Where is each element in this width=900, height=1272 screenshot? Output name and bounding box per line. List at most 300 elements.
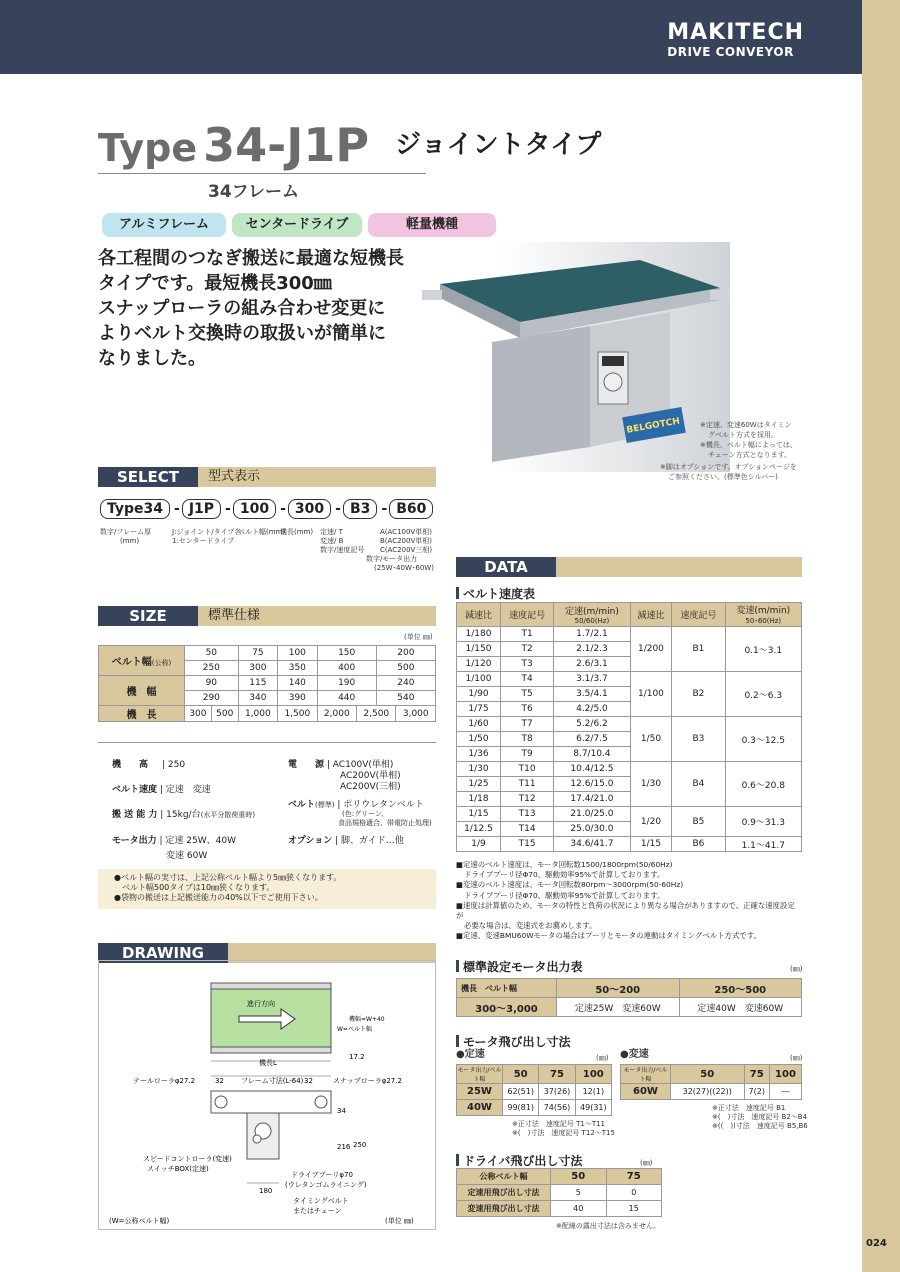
- spec-value: 食品規格適合、帯電防止処理): [338, 819, 432, 827]
- cell: 21.0/25.0: [554, 807, 630, 822]
- cell: 1/18: [457, 792, 501, 807]
- table-header-row: [457, 603, 802, 627]
- note-line: ■定速のベルト速度は、モータ回転数1500/1800rpm(50/60Hz): [456, 860, 673, 869]
- cell: 4.2/5.0: [554, 702, 630, 717]
- table-row: [457, 762, 802, 777]
- var-cell: B5: [672, 807, 725, 837]
- cell: 1/120: [457, 657, 501, 672]
- speed-table: [456, 602, 802, 852]
- cell: 1/60: [457, 717, 501, 732]
- spec-sub: (標準): [315, 801, 335, 809]
- header-text: 変速(m/min): [736, 606, 791, 616]
- cell: 15: [606, 1201, 662, 1217]
- brand-logo: [667, 22, 804, 60]
- pulley-table: [456, 1168, 662, 1217]
- cell: 2,500: [357, 706, 396, 722]
- header-cell: 100: [575, 1065, 611, 1084]
- cell: 12(1): [575, 1084, 611, 1100]
- lead-line: 各工程間のつなぎ搬送に最適な短機長: [98, 248, 404, 269]
- cell: 10.4/12.5: [554, 762, 630, 777]
- drive-pulley-label: ドライブプーリφ70: [291, 1171, 353, 1179]
- cell: 定速25W 変速60W: [557, 998, 680, 1017]
- fixed-label: ●定速: [456, 1049, 485, 1060]
- cell: 500: [376, 661, 435, 676]
- spec-label: モータ出力: [112, 836, 157, 846]
- tag-aluminum-frame: アルミフレーム: [102, 213, 226, 237]
- table-row: [457, 1201, 662, 1217]
- fixed-note: ※( )寸法 速度記号 T12～T15: [512, 1129, 615, 1137]
- spec-value: ポリウレタンベルト: [343, 800, 424, 810]
- photo-notes: [700, 420, 810, 460]
- cell: 300: [185, 706, 212, 722]
- select-header: [98, 467, 436, 487]
- var-label: ●変速: [620, 1049, 649, 1060]
- desc-line: 定速/ T: [320, 528, 343, 536]
- spec-value: AC200V(単相): [340, 771, 401, 781]
- code-motor: B60: [389, 499, 433, 519]
- desc-line: C(AC200V三相): [380, 546, 433, 554]
- corner-cell: [457, 979, 557, 998]
- speed-table-title: ベルト速度表: [456, 585, 535, 602]
- table-row: [457, 1100, 612, 1116]
- code-type: J1P: [182, 499, 221, 519]
- cell: 1/100: [457, 672, 501, 687]
- cell: T3: [500, 657, 553, 672]
- code-length: 300: [288, 499, 331, 519]
- cell: 1/30: [457, 762, 501, 777]
- cell: 74(56): [539, 1100, 575, 1116]
- drive-pulley-sub: (ウレタンゴムライニング): [285, 1181, 367, 1189]
- header-cell: 50: [671, 1065, 745, 1084]
- cell: 1/36: [457, 747, 501, 762]
- desc-line: B(AC200V単相): [380, 537, 432, 545]
- header-cell: 公称ベルト幅: [457, 1169, 551, 1185]
- table-row: [99, 646, 436, 661]
- cell: 1/25: [457, 777, 501, 792]
- spec-label: ベルト: [288, 800, 316, 810]
- drawing-label: DRAWING: [98, 943, 228, 963]
- row-label: 300～3,000: [457, 998, 557, 1017]
- cell: 2,000: [317, 706, 356, 722]
- spec-height: 機 高 | 250: [112, 760, 186, 770]
- spec-option: オプション | 脚、ガイド…他: [288, 836, 404, 846]
- motor-table-title: 標準設定モータ出力表: [456, 958, 583, 975]
- cell: T2: [500, 642, 553, 657]
- note-line: ●ベルト幅の実寸は、上記公称ベルト幅より5㎜狭くなります。: [114, 873, 342, 882]
- header-cell: 75: [539, 1065, 575, 1084]
- cell: 190: [317, 676, 376, 691]
- code-frame: Type34: [100, 499, 170, 519]
- length-label: 機 長: [99, 706, 185, 722]
- dim-32: 32: [215, 1077, 224, 1085]
- code-desc-frame: [100, 528, 151, 546]
- table-row: [457, 627, 802, 642]
- cell: 49(31): [575, 1100, 611, 1116]
- var-cell: 0.9～31.3: [725, 807, 801, 837]
- header-cell: 75: [744, 1065, 769, 1084]
- label: ベルト幅: [111, 657, 152, 668]
- cell: 7(2): [744, 1084, 769, 1100]
- cell: 240: [376, 676, 435, 691]
- spec-value: AC100V(単相): [332, 760, 394, 770]
- desc-line: 数字/モータ出力: [366, 555, 418, 563]
- fixed-unit: (㎜): [596, 1054, 609, 1062]
- switch-box-label: スイッチBOX(定速): [147, 1165, 209, 1173]
- var-cell: B2: [672, 672, 725, 717]
- var-cell: 1/50: [630, 717, 672, 762]
- spec-value: (色:グリーン、: [342, 810, 389, 818]
- cell: 1/180: [457, 627, 501, 642]
- header-cell: 250～500: [679, 979, 802, 998]
- spec-value: 15kg/台: [166, 810, 201, 820]
- note-line: ドライブプーリ径Φ70、駆動効率95%で計算しております。: [464, 870, 665, 880]
- spec-value: 変速 60W: [166, 851, 208, 861]
- cell: 1/15: [457, 807, 501, 822]
- header-sub: 50/60(Hz): [574, 617, 610, 625]
- cell: 1/75: [457, 702, 501, 717]
- cell: 37(26): [539, 1084, 575, 1100]
- cell: 12.6/15.0: [554, 777, 630, 792]
- cell: 2.1/2.3: [554, 642, 630, 657]
- timing-belt-sub: またはチェーン: [293, 1207, 342, 1215]
- note-line: ※脚はオプションです。オプションページを: [660, 463, 797, 471]
- cell: T1: [500, 627, 553, 642]
- cell: 400: [317, 661, 376, 676]
- note-line: ●袋物の搬送は上記搬送能力の40%以下でご使用下さい。: [114, 893, 323, 902]
- motor-unit: (㎜): [790, 965, 803, 973]
- cell: 99(81): [503, 1100, 539, 1116]
- row-label: 60W: [621, 1084, 671, 1100]
- size-label: SIZE: [98, 606, 198, 626]
- photo-label: BELGOTCH: [625, 416, 681, 436]
- cell: T9: [500, 747, 553, 762]
- cell: 350: [278, 661, 317, 676]
- dim-32: 32: [304, 1077, 313, 1085]
- cell: T12: [500, 792, 553, 807]
- product-photo: [420, 242, 730, 472]
- var-note: ※正寸法 速度記号 B1: [712, 1104, 786, 1112]
- spec-label: オプション: [288, 836, 333, 846]
- code-desc-width: ベルト幅(mm): [238, 528, 286, 536]
- tag-light-model: 軽量機種: [368, 213, 496, 237]
- cell: T8: [500, 732, 553, 747]
- dim-250: 250: [353, 1141, 367, 1149]
- lead-line: スナップローラの組み合わせ変更に: [98, 298, 386, 319]
- cell: 34.6/41.7: [554, 837, 630, 852]
- note-line: ※機長、ベルト幅によっては、: [700, 441, 797, 449]
- var-cell: 0.2～6.3: [725, 672, 801, 717]
- pulley-note: ※配線の露出寸法は含みません。: [556, 1222, 661, 1230]
- cell: T14: [500, 822, 553, 837]
- cell: 140: [278, 676, 317, 691]
- cell: 440: [317, 691, 376, 706]
- cell: 1/12.5: [457, 822, 501, 837]
- title-type: Type: [98, 126, 198, 170]
- lead-line: よりベルト交換時の取扱いが簡単に: [98, 323, 386, 344]
- cell: 5: [551, 1185, 607, 1201]
- cell: T4: [500, 672, 553, 687]
- cell: 340: [238, 691, 277, 706]
- var-cell: B4: [672, 762, 725, 807]
- cell: T6: [500, 702, 553, 717]
- cell: 115: [238, 676, 277, 691]
- var-cell: B3: [672, 717, 725, 762]
- dim-machine-width: 機幅=W+40: [349, 1016, 385, 1023]
- corner-len: 機長: [461, 983, 477, 993]
- var-cell: 1/100: [630, 672, 672, 717]
- note-line: ベルト幅500タイプは10㎜狭くなります。: [122, 883, 275, 892]
- note-line: ドライブプーリ径Φ70、駆動効率95%で計算しております。: [464, 890, 665, 900]
- select-label: SELECT: [98, 467, 198, 487]
- var-protrude-table: [620, 1064, 802, 1100]
- note-line: ■定速、変速BMU60Wモータの場合はプーリとモータの連動はタイミングベルト方式です。: [456, 931, 761, 941]
- note-line: チェーン方式となります。: [708, 451, 792, 459]
- table-row: [457, 1065, 612, 1084]
- cell: 50: [185, 646, 239, 661]
- cell: 1/90: [457, 687, 501, 702]
- table-row: [457, 717, 802, 732]
- cell: T10: [500, 762, 553, 777]
- table-row: [457, 837, 802, 852]
- code-desc-type: [172, 528, 241, 546]
- title-underline: [98, 173, 426, 174]
- tail-roller-label: テールローラφ27.2: [133, 1077, 196, 1085]
- technical-drawing: [98, 960, 436, 1230]
- data-header: [456, 557, 802, 577]
- timing-belt-label: タイミングベルト: [293, 1197, 349, 1205]
- cell: 290: [185, 691, 239, 706]
- cell: 62(51): [503, 1084, 539, 1100]
- header-cell: 100: [769, 1065, 801, 1084]
- table-row: [457, 1185, 662, 1201]
- cell: T15: [500, 837, 553, 852]
- drawing-unit: (単位 ㎜): [385, 1217, 414, 1225]
- spec-power: 電 源 | AC100V(単相): [288, 760, 394, 770]
- var-note: ※( )寸法 速度記号 B2～B4: [712, 1113, 808, 1121]
- spec-value: 250: [167, 760, 186, 770]
- table-row: [457, 807, 802, 822]
- spec-block: [98, 742, 436, 872]
- spec-value: AC200V(三相): [340, 782, 401, 792]
- corner-mo: モータ出力: [457, 1067, 488, 1074]
- title-kind: ジョイントタイプ: [395, 130, 602, 160]
- table-row: [457, 1169, 662, 1185]
- data-label: DATA: [456, 557, 556, 577]
- desc-line: J:ジョイント/タイプ名: [172, 528, 242, 536]
- length-label: 機長L: [259, 1059, 277, 1067]
- row-label: 定速用飛び出し寸法: [457, 1185, 551, 1201]
- cell: 1/50: [457, 732, 501, 747]
- header-bar: [0, 0, 862, 74]
- header-cell: 50: [503, 1065, 539, 1084]
- cell: 25.0/30.0: [554, 822, 630, 837]
- spec-label: 搬 送 能 力: [112, 810, 158, 820]
- row-label: 25W: [457, 1084, 503, 1100]
- header-cell: 50: [551, 1169, 607, 1185]
- spec-value: 定速 25W、40W: [165, 836, 236, 846]
- drawing-svg: [99, 961, 437, 1231]
- cell: 3,000: [396, 706, 436, 722]
- cell: 40: [551, 1201, 607, 1217]
- corner-bw: ベルト幅: [485, 983, 517, 993]
- var-cell: 0.1～3.1: [725, 627, 801, 672]
- header-sub: 50･60(Hz): [745, 617, 782, 625]
- cell: T11: [500, 777, 553, 792]
- cell: 100: [278, 646, 317, 661]
- var-cell: 1/30: [630, 762, 672, 807]
- dim-17-2: 17.2: [349, 1053, 365, 1061]
- cell: 17.4/21.0: [554, 792, 630, 807]
- header-cell: 減速比: [630, 603, 672, 627]
- note-line: ※定速、変速60Wはタイミン: [700, 421, 792, 429]
- spec-belt: ベルト(標準) | ポリウレタンベルト: [288, 800, 424, 810]
- var-cell: B6: [672, 837, 725, 852]
- spec-motor: モータ出力 | 定速 25W、40W: [112, 836, 236, 846]
- photo-notes-2: [660, 462, 810, 482]
- cell: ―: [769, 1084, 801, 1100]
- w-note: (W=公称ベルト幅): [109, 1217, 170, 1225]
- row-label: 40W: [457, 1100, 503, 1116]
- desc-line: 1:センタードライブ: [172, 537, 235, 545]
- protrude-title: モータ飛び出し寸法: [456, 1033, 571, 1050]
- desc-line: (25W･40W･60W): [374, 564, 434, 572]
- size-header: [98, 606, 436, 626]
- table-row: [99, 706, 436, 722]
- lead-line: なりました。: [98, 348, 206, 369]
- cell: 90: [185, 676, 239, 691]
- page-title: [98, 118, 601, 172]
- cell: 定速40W 変速60W: [679, 998, 802, 1017]
- header-cell: 75: [606, 1169, 662, 1185]
- cell: 8.7/10.4: [554, 747, 630, 762]
- cell: 1.7/2.1: [554, 627, 630, 642]
- table-row: [457, 1084, 612, 1100]
- pulley-title: ドライバ飛び出し寸法: [456, 1152, 582, 1169]
- size-table: [98, 645, 436, 722]
- frame-subtitle: 34フレーム: [208, 182, 299, 202]
- note-line: グベルト方式を採用。: [708, 431, 778, 439]
- corner-bw: ベルト幅: [473, 1067, 502, 1083]
- lead-line: タイプです。最短機長300㎜: [98, 273, 332, 294]
- cell: 6.2/7.5: [554, 732, 630, 747]
- size-jp: 標準仕様: [198, 606, 436, 626]
- direction-label: 進行方向: [247, 1000, 275, 1008]
- page-number: 024: [866, 1238, 887, 1249]
- pulley-unit: (㎜): [640, 1159, 653, 1167]
- corner-mo: モータ出力: [623, 1067, 654, 1074]
- cell: 1,500: [278, 706, 317, 722]
- brand-sub: DRIVE CONVEYOR: [667, 45, 794, 59]
- select-jp: 型式表示: [198, 467, 436, 487]
- cell: 75: [238, 646, 277, 661]
- row-label: 変速用飛び出し寸法: [457, 1201, 551, 1217]
- cell: 540: [376, 691, 435, 706]
- spec-label: 電 源: [288, 760, 325, 770]
- note-line: 必要な場合は、変速式をお薦めします。: [464, 921, 597, 931]
- var-cell: 1/15: [630, 837, 672, 852]
- fixed-note: ※正寸法 速度記号 T1～T11: [512, 1120, 606, 1128]
- motor-table: [456, 978, 802, 1017]
- model-code: Type34 - J1P - 100 - 300 - B3 - B60: [100, 499, 435, 519]
- cell: 200: [376, 646, 435, 661]
- header-cell: 速度記号: [500, 603, 553, 627]
- dim-belt-width: W=ベルト幅: [337, 1026, 372, 1033]
- brand-name: MAKITECH: [667, 20, 804, 45]
- code-width: 100: [233, 499, 276, 519]
- header-cell: 減速比: [457, 603, 501, 627]
- label-sub: (公称): [151, 659, 172, 667]
- title-model: 34-J1P: [203, 118, 370, 172]
- snap-roller-label: スナップローラφ27.2: [333, 1077, 402, 1085]
- code-desc-speed: [320, 528, 364, 555]
- width-label: 機 幅: [99, 676, 185, 706]
- cell: T13: [500, 807, 553, 822]
- header-text: 定速(m/min): [565, 607, 619, 617]
- belt-width-label: [99, 646, 185, 676]
- desc-line: 数字/フレーム厚: [100, 528, 152, 536]
- cell: 2.6/3.1: [554, 657, 630, 672]
- note-line: ■速度は計算値のため、モータの特性と負荷の状況により異なる場合がありますので、正確な速度設定が: [456, 900, 795, 921]
- cell: 0: [606, 1185, 662, 1201]
- desc-line: 変速/ B: [320, 537, 344, 545]
- dim-34: 34: [337, 1107, 346, 1115]
- dim-180: 180: [259, 1187, 273, 1195]
- var-note: ※(( ))寸法 速度記号 B5,B6: [712, 1122, 808, 1130]
- var-cell: B1: [672, 627, 725, 672]
- frame-label: フレーム寸法(L-64): [241, 1077, 304, 1085]
- var-cell: 0.3～12.5: [725, 717, 801, 762]
- spec-value: 定速 変速: [165, 785, 211, 795]
- corner-cell: モータ出力/ベルト幅: [621, 1065, 671, 1084]
- cell: 5.2/6.2: [554, 717, 630, 732]
- header-cell: [725, 603, 801, 627]
- speed-notes: [456, 860, 802, 942]
- spec-label: ベルト速度: [112, 785, 158, 795]
- table-row: [99, 676, 436, 691]
- size-notes: [98, 869, 436, 909]
- spec-sub: (水平分散荷重時): [200, 811, 256, 819]
- spec-speed: ベルト速度 | 定速 変速: [112, 785, 211, 795]
- desc-line: (mm): [120, 537, 140, 545]
- corner-cell: モータ出力/ベルト幅: [457, 1065, 503, 1084]
- table-row: [621, 1065, 802, 1084]
- cell: 3.5/4.1: [554, 687, 630, 702]
- fixed-protrude-table: [456, 1064, 612, 1116]
- header-cell: 速度記号: [672, 603, 725, 627]
- var-cell: 1.1～41.7: [725, 837, 801, 852]
- note-line: ご参照ください。(標準色シルバー): [668, 473, 778, 481]
- table-row: [621, 1084, 802, 1100]
- cell: 1/150: [457, 642, 501, 657]
- table-row: [457, 998, 802, 1017]
- cell: T7: [500, 717, 553, 732]
- desc-line: A(AC100V単相): [380, 528, 432, 536]
- table-row: [457, 672, 802, 687]
- header-cell: [554, 603, 630, 627]
- cell: T5: [500, 687, 553, 702]
- dim-216: 216: [337, 1143, 351, 1151]
- cell: 250: [185, 661, 239, 676]
- table-row: [457, 979, 802, 998]
- cell: 32(27)((22)): [671, 1084, 745, 1100]
- spec-capacity: 搬 送 能 力 | 15kg/台(水平分散荷重時): [112, 810, 256, 820]
- code-speed: B3: [343, 499, 377, 519]
- var-unit: (㎜): [790, 1054, 803, 1062]
- cell: 150: [317, 646, 376, 661]
- corner-bw: ベルト幅: [639, 1067, 668, 1083]
- var-cell: 1/200: [630, 627, 672, 672]
- side-strip: [862, 0, 900, 1272]
